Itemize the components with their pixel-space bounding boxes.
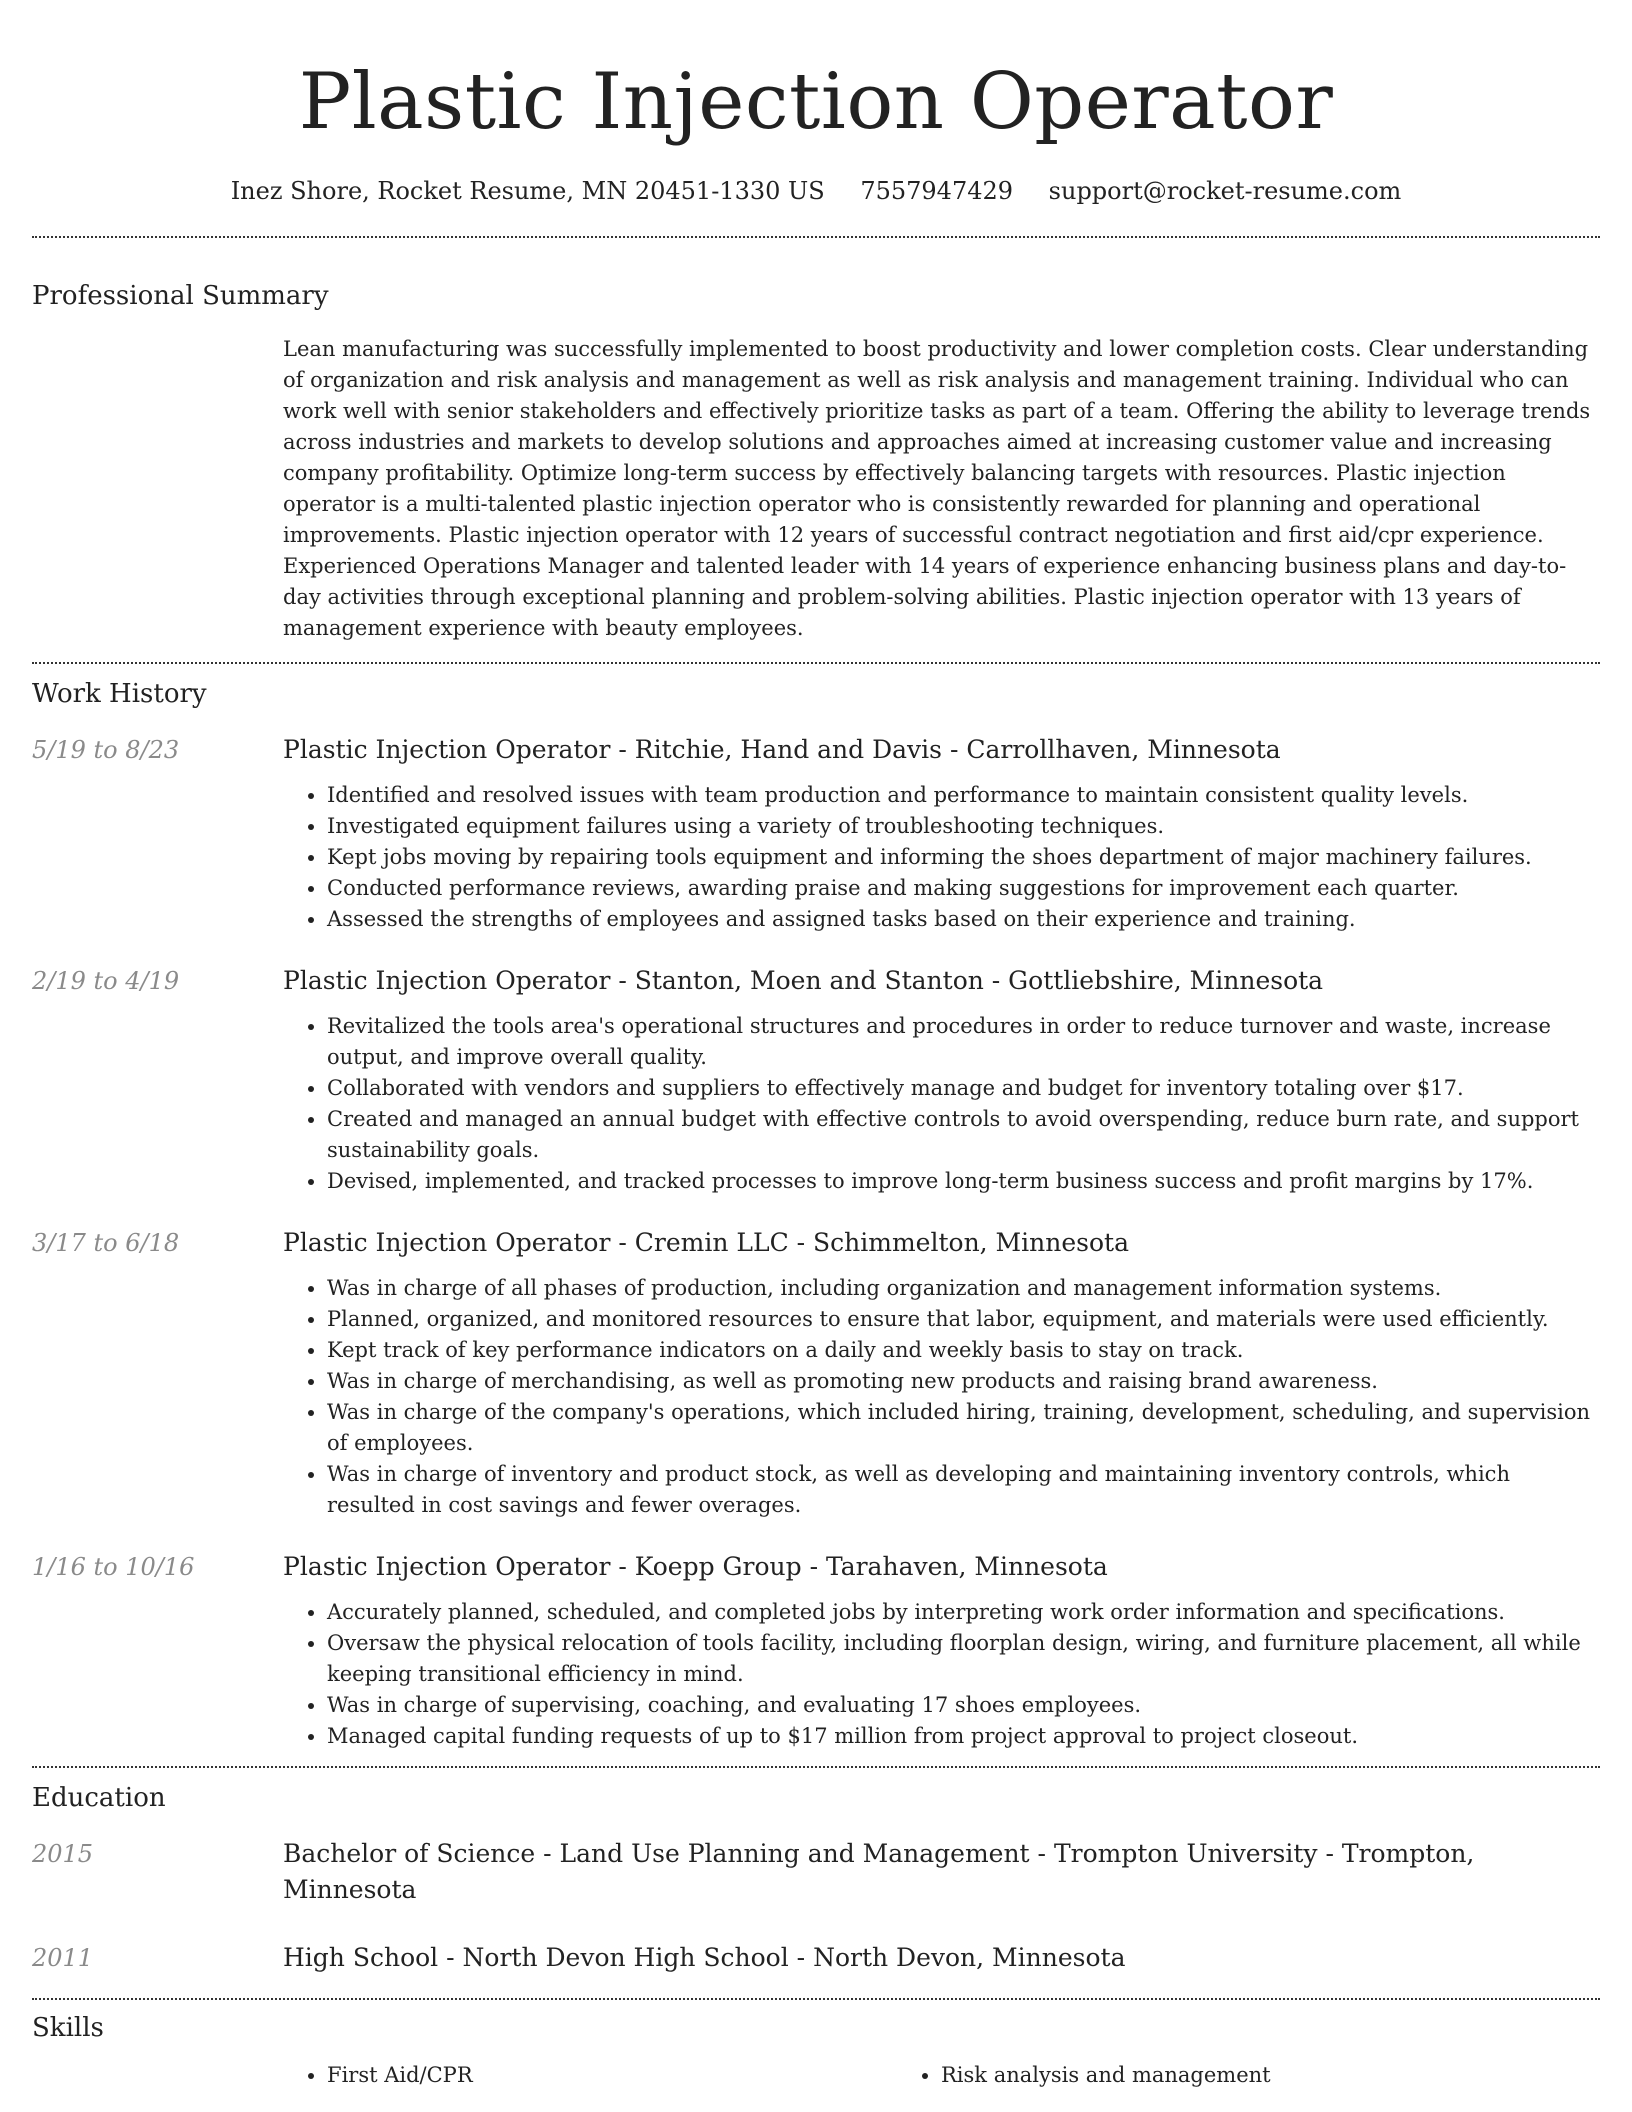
work-bullet: • Was in charge of all phases of production, including organization and management information systems.: [327, 1273, 1600, 1304]
work-entry: [32, 732, 1600, 935]
contact-phone[interactable]: 7557947429: [860, 177, 1014, 205]
divider: [32, 1766, 1600, 1768]
work-entry: [32, 1225, 1600, 1521]
summary-text: Lean manufacturing was successfully implemented to boost productivity and lower completion costs. Clear understanding of organization and risk analysis and management as well as risk analysis and management training. Individual who can work well with senior stakeholders and effectively prioritize tasks as part of a team. Offering the ability to leverage trends across industries and markets to develop solutions and approaches aimed at increasing customer value and increasing company profitability. Optimize long-term success by effectively balancing targets with resources. Plastic injection operator is a multi-talented plastic injection operator who is consistently rewarded for planning and operational improvements. Plastic injection operator with 12 years of successful contract negotiation and first aid/cpr experience. Experienced Operations Manager and talented leader with 14 years of experience enhancing business plans and day-to-day activities through exceptional planning and problem-solving abilities. Plastic injection operator with 13 years of management experience with beauty employees.: [283, 337, 1591, 640]
work-bullet: • Collaborated with vendors and suppliers to effectively manage and budget for inventory totaling over $17.: [327, 1073, 1600, 1104]
work-bullet: • Managed capital funding requests of up to $17 million from project approval to project closeout.: [327, 1721, 1600, 1752]
work-dates: 3/17 to 6/18: [32, 1229, 180, 1257]
contact-email[interactable]: support@rocket-resume.com: [1048, 177, 1402, 205]
education-title: High School - North Devon High School - North Devon, Minnesota: [283, 1943, 1126, 1972]
work-bullet: • Oversaw the physical relocation of tools facility, including floorplan design, wiring, and furniture placement, all while keeping transitional efficiency in mind.: [327, 1628, 1600, 1690]
work-bullet: • Kept track of key performance indicators on a daily and weekly basis to stay on track.: [327, 1335, 1600, 1366]
work-title: Plastic Injection Operator - Koepp Group - Tarahaven, Minnesota: [283, 1552, 1108, 1581]
work-bullets: [283, 1273, 1600, 1521]
work-bullet: • Investigated equipment failures using a variety of troubleshooting techniques.: [327, 811, 1600, 842]
divider: [32, 1998, 1600, 2000]
work-bullet: • Identified and resolved issues with team production and performance to maintain consistent quality levels.: [327, 780, 1600, 811]
work-bullet: • Was in charge of merchandising, as well as promoting new products and raising brand awareness.: [327, 1366, 1600, 1397]
work-bullets: [283, 1011, 1600, 1197]
work-bullet: • Revitalized the tools area's operational structures and procedures in order to reduce turnover and waste, increase output, and improve overall quality.: [327, 1011, 1600, 1073]
work-history-heading: Work History: [32, 679, 207, 709]
work-bullet: • Planned, organized, and monitored resources to ensure that labor, equipment, and materials were used efficiently.: [327, 1304, 1600, 1335]
work-bullet: • Devised, implemented, and tracked processes to improve long-term business success and profit margins by 17%.: [327, 1166, 1600, 1197]
education-year: 2011: [32, 1944, 94, 1972]
skill-item: • Risk analysis and management: [941, 2060, 1511, 2091]
divider: [32, 236, 1600, 238]
work-entry: [32, 1549, 1600, 1752]
work-bullets: [283, 780, 1600, 935]
contact-address: Inez Shore, Rocket Resume, MN 20451-1330 US: [230, 177, 825, 205]
work-bullet: • Was in charge of supervising, coaching, and evaluating 17 shoes employees.: [327, 1690, 1600, 1721]
work-title: Plastic Injection Operator - Ritchie, Hand and Davis - Carrollhaven, Minnesota: [283, 735, 1281, 764]
contact-line: [32, 174, 1600, 208]
work-entry: [32, 963, 1600, 1197]
skills-heading: Skills: [32, 2013, 104, 2043]
work-title: Plastic Injection Operator - Stanton, Moen and Stanton - Gottliebshire, Minnesota: [283, 966, 1324, 995]
work-bullet: • Assessed the strengths of employees and assigned tasks based on their experience and training.: [327, 904, 1600, 935]
work-dates: 1/16 to 10/16: [32, 1553, 195, 1581]
work-bullet: • Created and managed an annual budget with effective controls to avoid overspending, reduce burn rate, and support sustainability goals.: [327, 1104, 1600, 1166]
education-title: Bachelor of Science - Land Use Planning and Management - Trompton University - Trompton, Minnesota: [283, 1839, 1475, 1904]
resume-page: [32, 0, 1600, 2091]
skills-column-left: [283, 2060, 897, 2091]
work-bullet: • Was in charge of inventory and product stock, as well as developing and maintaining inventory controls, which resulted in cost savings and fewer overages.: [327, 1459, 1600, 1521]
skills-list: [283, 2060, 1600, 2091]
skills-column-right: [897, 2060, 1511, 2091]
work-bullet: • Kept jobs moving by repairing tools equipment and informing the shoes department of major machinery failures.: [327, 842, 1600, 873]
education-year: 2015: [32, 1840, 94, 1868]
work-dates: 5/19 to 8/23: [32, 736, 180, 764]
summary-heading: Professional Summary: [32, 281, 329, 311]
education-entry: [32, 1940, 1600, 1976]
resume-title: Plastic Injection Operator: [298, 57, 1334, 147]
work-bullet: • Conducted performance reviews, awarding praise and making suggestions for improvement each quarter.: [327, 873, 1600, 904]
education-heading: Education: [32, 1783, 166, 1813]
divider: [32, 662, 1600, 664]
work-title: Plastic Injection Operator - Cremin LLC - Schimmelton, Minnesota: [283, 1228, 1129, 1257]
work-bullet: • Was in charge of the company's operations, which included hiring, training, development, scheduling, and supervision of employees.: [327, 1397, 1600, 1459]
work-bullet: • Accurately planned, scheduled, and completed jobs by interpreting work order information and specifications.: [327, 1597, 1600, 1628]
education-entry: [32, 1836, 1600, 1908]
work-bullets: [283, 1597, 1600, 1752]
work-dates: 2/19 to 4/19: [32, 967, 180, 995]
skill-item: • First Aid/CPR: [327, 2060, 897, 2091]
